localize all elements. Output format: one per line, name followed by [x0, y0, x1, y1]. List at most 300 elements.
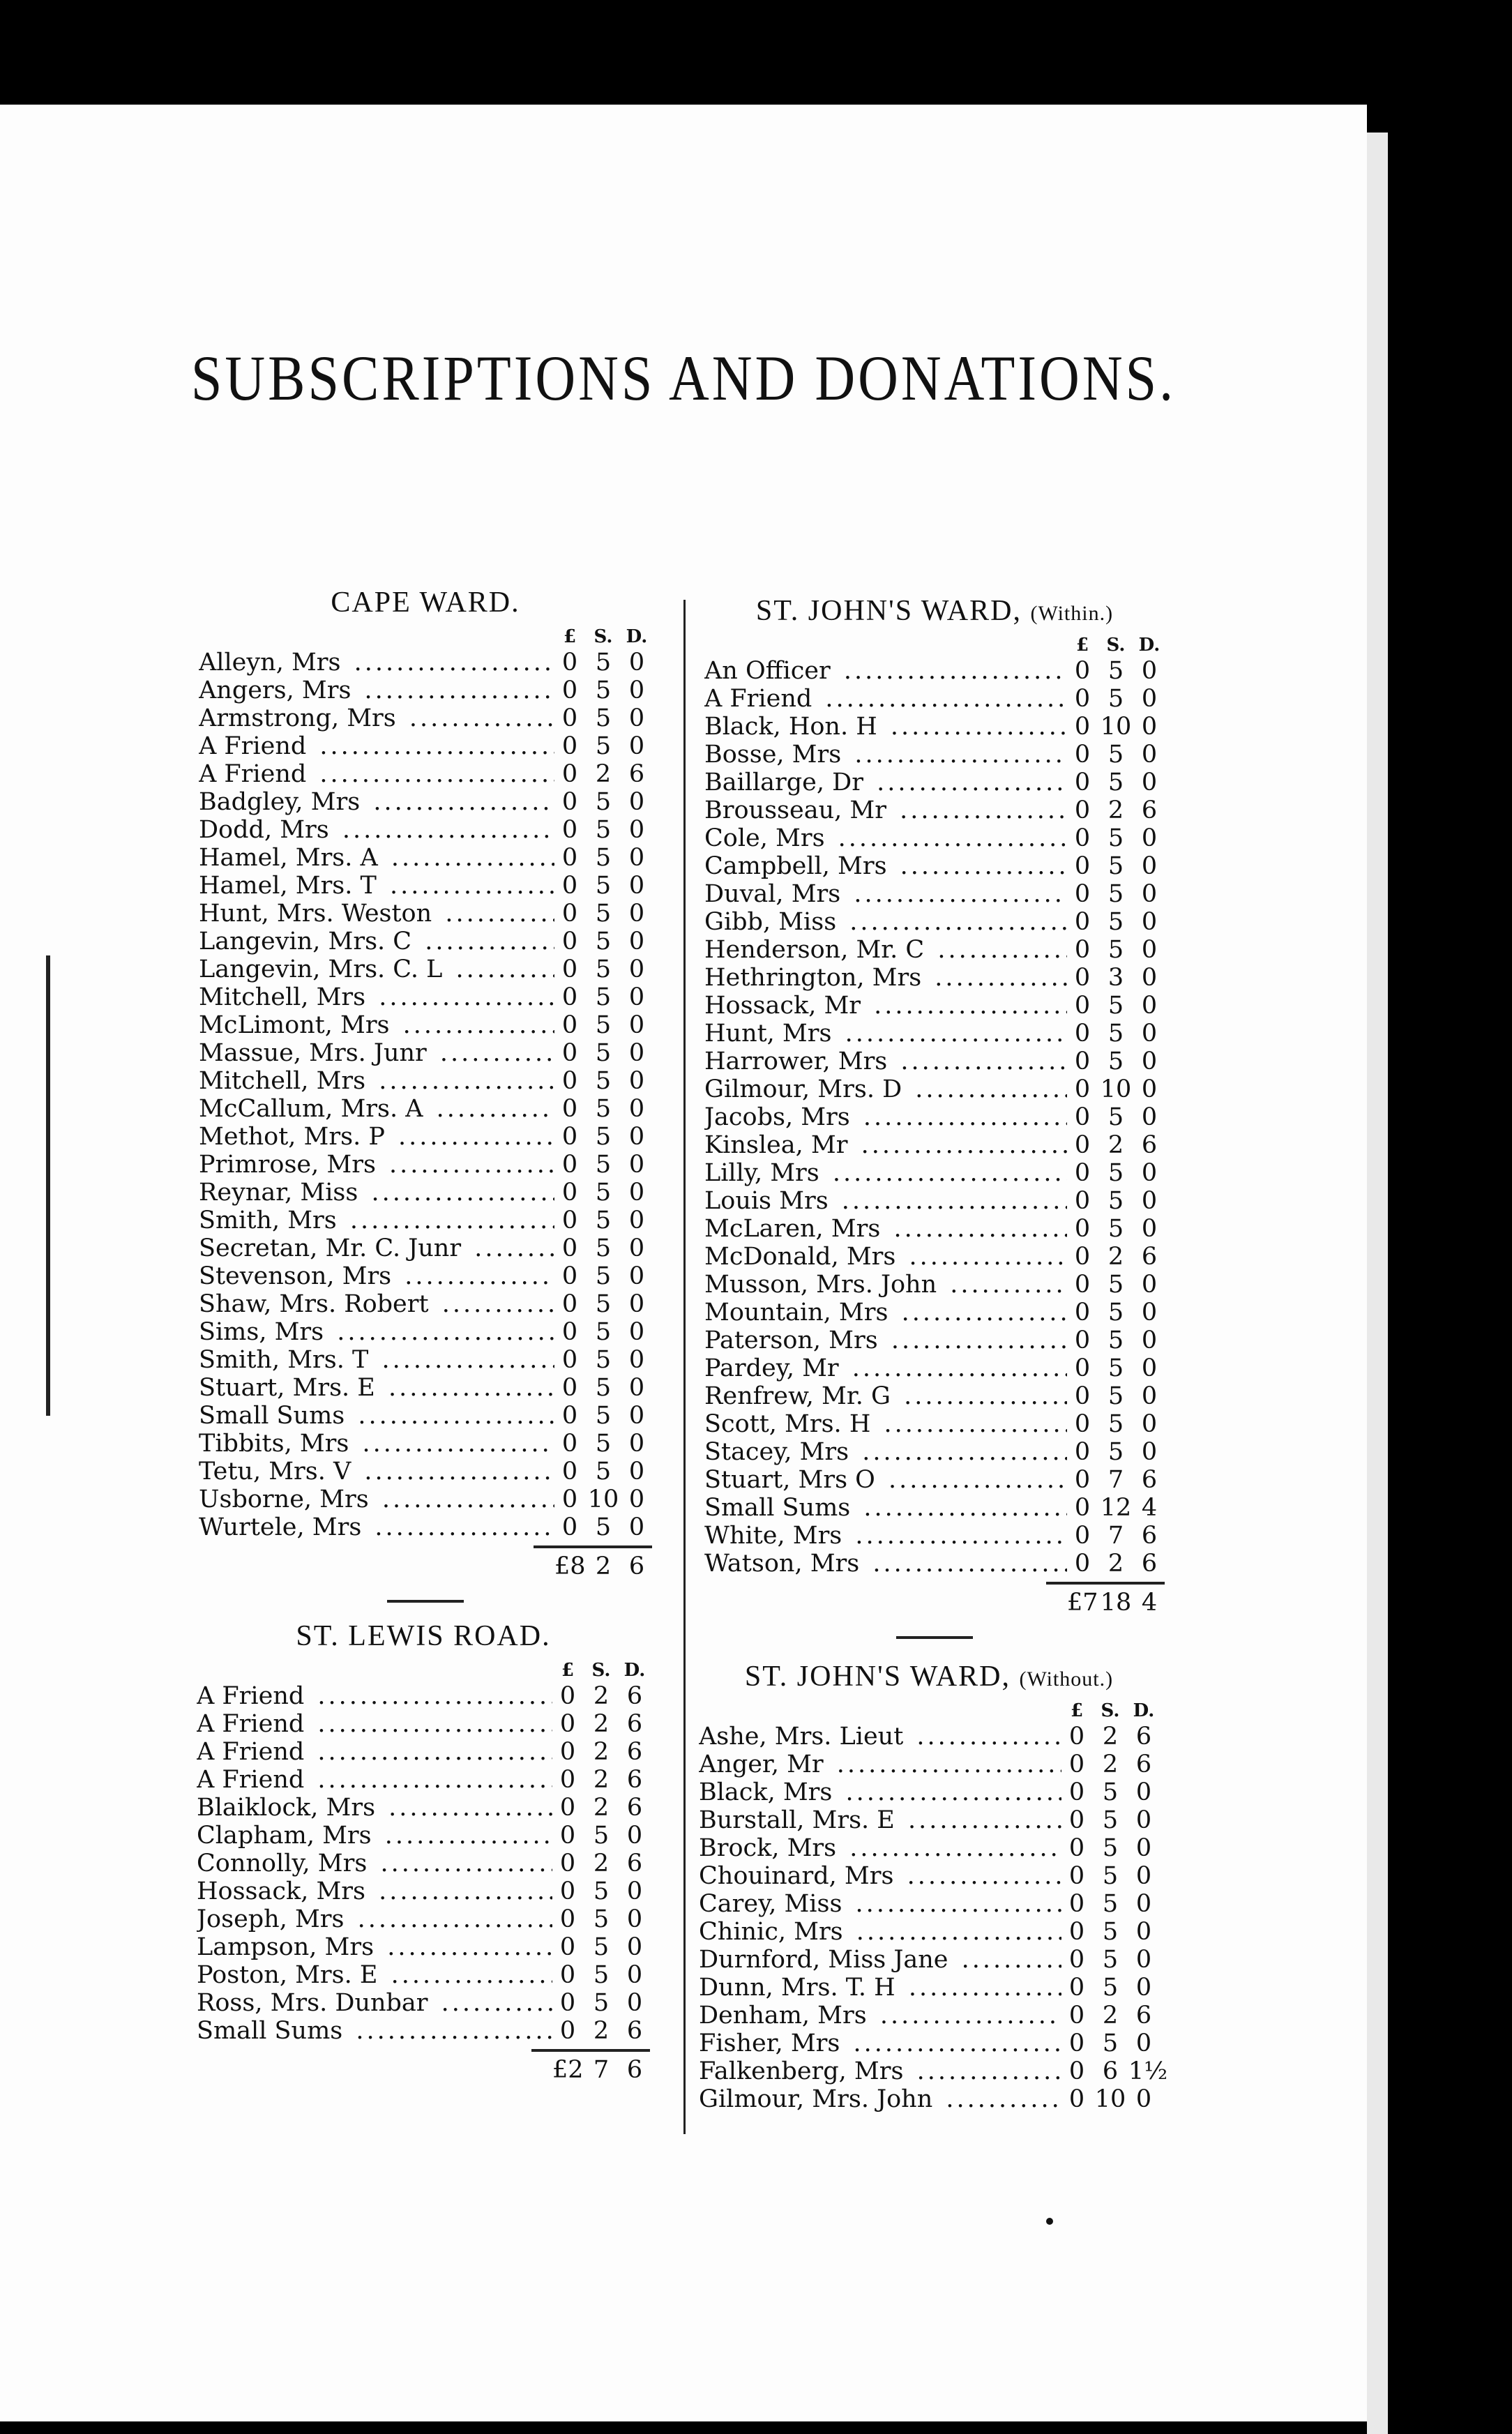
amount-pence: 0 — [628, 928, 645, 955]
section-st-johns-ward-within — [704, 594, 1165, 1667]
total-pounds: £8 — [554, 1552, 586, 1580]
subscriber-name-text: Hethrington, Mrs — [704, 964, 924, 992]
amount-shillings: 5 — [1107, 880, 1124, 908]
header-shillings: S. — [1106, 635, 1126, 656]
table-row — [197, 1766, 650, 1794]
amount-pounds: 0 — [561, 1458, 578, 1486]
header-pence: D. — [1133, 1700, 1155, 1721]
amount-pence: 6 — [626, 1682, 643, 1710]
amount-shillings: 5 — [595, 1123, 612, 1151]
amount-pounds: 0 — [1074, 824, 1091, 852]
subscriber-name — [704, 1550, 1067, 1578]
amount-shillings: 5 — [595, 872, 612, 900]
header-pounds: £ — [563, 626, 577, 647]
subscriber-name — [704, 908, 1067, 936]
amount-shillings: 2 — [593, 2017, 610, 2045]
subscriber-name-text: Baillarge, Dr — [704, 769, 866, 796]
table-row — [704, 1103, 1165, 1131]
subscriber-name-text: Clapham, Mrs — [197, 1822, 375, 1850]
amount-pounds: 0 — [1074, 1271, 1091, 1299]
subscriber-name-text: Connolly, Mrs — [197, 1850, 370, 1877]
amount-shillings: 5 — [1107, 908, 1124, 936]
amount-pence: 6 — [1135, 2002, 1152, 2029]
subscriber-name-text: A Friend — [199, 760, 309, 788]
amount-shillings: 2 — [1107, 1131, 1124, 1159]
table-row — [197, 1794, 650, 1822]
table-row — [699, 1974, 1159, 2002]
section-total — [197, 2056, 650, 2084]
amount-pence: 0 — [628, 844, 645, 872]
amount-pounds: 0 — [561, 1513, 578, 1541]
subscriber-name-text: A Friend — [197, 1766, 307, 1794]
amount-pounds: 0 — [1074, 741, 1091, 769]
subscriber-name-text: McCallum, Mrs. A — [199, 1095, 426, 1123]
amount-pounds: 0 — [559, 1961, 576, 1989]
table-row — [704, 1187, 1165, 1215]
amount-shillings: 5 — [595, 732, 612, 760]
table-row — [199, 676, 652, 704]
amount-shillings: 5 — [1107, 992, 1124, 1020]
table-row — [699, 2002, 1159, 2029]
table-row — [197, 2017, 650, 2045]
amount-pounds: 0 — [1068, 1834, 1085, 1862]
table-row — [704, 1159, 1165, 1187]
subscriber-name — [199, 1458, 554, 1486]
amount-pounds: 0 — [1074, 852, 1091, 880]
subscriber-name — [704, 1382, 1067, 1410]
amount-pounds: 0 — [559, 1682, 576, 1710]
amount-pence: 0 — [1141, 964, 1158, 992]
section-total — [199, 1552, 652, 1580]
amount-pence: 6 — [626, 1850, 643, 1877]
subscriber-name — [199, 1095, 554, 1123]
subscriber-name — [199, 732, 554, 760]
amount-pounds: 0 — [1074, 936, 1091, 964]
table-row — [197, 1710, 650, 1738]
subscriber-name — [199, 1207, 554, 1234]
subscriber-name — [704, 1354, 1067, 1382]
total-shillings: 7 — [593, 2056, 610, 2084]
subscriber-name-text: Angers, Mrs — [199, 676, 354, 704]
amount-pounds: 0 — [561, 704, 578, 732]
amount-pounds: 0 — [559, 2017, 576, 2045]
amount-pounds: 0 — [561, 1402, 578, 1430]
table-row — [199, 816, 652, 844]
amount-pence: 6 — [626, 2017, 643, 2045]
subscriber-name — [704, 1271, 1067, 1299]
amount-shillings: 5 — [1102, 1974, 1119, 2002]
table-row — [199, 844, 652, 872]
subscriber-name-text: Musson, Mrs. John — [704, 1271, 939, 1299]
amount-pounds: 0 — [1068, 2057, 1085, 2085]
amount-pence: 0 — [628, 1486, 645, 1513]
amount-shillings: 12 — [1100, 1494, 1132, 1522]
amount-shillings: 5 — [595, 1458, 612, 1486]
subscriber-name — [197, 1738, 552, 1766]
amount-pence: 4 — [1141, 1494, 1158, 1522]
amount-pounds: 0 — [559, 1710, 576, 1738]
subscriber-name — [704, 1326, 1067, 1354]
subscriber-name — [197, 1766, 552, 1794]
section-title-qualifier: (Without.) — [1019, 1668, 1114, 1691]
subscriber-name-text: McLaren, Mrs — [704, 1215, 883, 1243]
amount-pounds: 0 — [1068, 1723, 1085, 1751]
amount-pence: 0 — [1141, 685, 1158, 713]
amount-pence: 0 — [1141, 1103, 1158, 1131]
subscriber-name-text: Lampson, Mrs — [197, 1933, 377, 1961]
amount-shillings: 10 — [1094, 2085, 1126, 2113]
amount-pounds: 0 — [559, 1766, 576, 1794]
table-row — [704, 769, 1165, 796]
amount-pence: 6 — [626, 1766, 643, 1794]
subscriber-name — [699, 2057, 1061, 2085]
header-shillings: S. — [594, 626, 613, 647]
subscriber-name-text: Langevin, Mrs. C. L — [199, 955, 445, 983]
amount-shillings: 5 — [595, 1234, 612, 1262]
table-row — [197, 1738, 650, 1766]
total-pence: 6 — [628, 1552, 645, 1580]
amount-pence: 0 — [628, 1262, 645, 1290]
table-row — [704, 1215, 1165, 1243]
subscriber-name-text: Ross, Mrs. Dunbar — [197, 1989, 431, 2017]
amount-pence: 6 — [628, 760, 645, 788]
subscriber-name-text: White, Mrs — [704, 1522, 845, 1550]
subscriber-name-text: McLimont, Mrs — [199, 1011, 393, 1039]
subscriber-name — [704, 685, 1067, 713]
subscriber-name-text: Durnford, Miss Jane — [699, 1946, 951, 1974]
table-row — [199, 704, 652, 732]
table-row — [704, 880, 1165, 908]
amount-pence: 0 — [1141, 852, 1158, 880]
subscriber-name — [704, 992, 1067, 1020]
amount-pounds: 0 — [561, 1067, 578, 1095]
subscriber-name-text: Stuart, Mrs O — [704, 1466, 878, 1494]
table-row — [199, 1207, 652, 1234]
subscriber-name — [704, 657, 1067, 685]
header-pence: D. — [626, 626, 648, 647]
amount-shillings: 5 — [595, 1179, 612, 1207]
amount-shillings: 5 — [593, 1822, 610, 1850]
amount-pounds: 0 — [561, 983, 578, 1011]
table-row — [199, 760, 652, 788]
subscriber-name — [704, 1299, 1067, 1326]
subscriber-name — [704, 1466, 1067, 1494]
table-row — [704, 1550, 1165, 1578]
table-row — [704, 1522, 1165, 1550]
column-header — [197, 1658, 650, 1682]
amount-shillings: 5 — [1107, 852, 1124, 880]
subscriber-name — [699, 1751, 1061, 1778]
table-row — [704, 1048, 1165, 1075]
subscriber-name-text: Burstall, Mrs. E — [699, 1806, 898, 1834]
subscriber-name-text: A Friend — [704, 685, 815, 713]
subscriber-name-text: An Officer — [704, 657, 833, 685]
amount-pence: 0 — [628, 1346, 645, 1374]
amount-shillings: 2 — [1107, 1243, 1124, 1271]
subscriber-name-text: Small Sums — [197, 2017, 345, 2045]
subscriber-name-text: Hunt, Mrs. Weston — [199, 900, 434, 928]
subscriber-name-text: Black, Mrs — [699, 1778, 835, 1806]
amount-shillings: 5 — [1102, 1890, 1119, 1918]
amount-shillings: 5 — [1107, 1215, 1124, 1243]
amount-shillings: 5 — [1107, 1103, 1124, 1131]
table-row — [199, 1011, 652, 1039]
amount-shillings: 5 — [595, 1318, 612, 1346]
amount-shillings: 5 — [595, 1402, 612, 1430]
amount-pence: 0 — [1141, 1271, 1158, 1299]
subscriber-name — [704, 852, 1067, 880]
amount-pounds: 0 — [559, 1738, 576, 1766]
table-row — [199, 900, 652, 928]
column-divider — [683, 600, 686, 2134]
amount-shillings: 2 — [1107, 796, 1124, 824]
amount-shillings: 2 — [593, 1682, 610, 1710]
subscriber-name — [197, 1682, 552, 1710]
table-row — [199, 1346, 652, 1374]
amount-pence: 0 — [628, 1402, 645, 1430]
subscriber-name-text: Small Sums — [704, 1494, 853, 1522]
subscriber-name — [199, 928, 554, 955]
amount-pounds: 0 — [559, 1822, 576, 1850]
amount-pounds: 0 — [1074, 908, 1091, 936]
amount-shillings: 5 — [1107, 1271, 1124, 1299]
amount-pounds: 0 — [561, 955, 578, 983]
amount-pounds: 0 — [559, 1877, 576, 1905]
amount-shillings: 5 — [1107, 1187, 1124, 1215]
subscriber-name-text: Usborne, Mrs — [199, 1486, 372, 1513]
amount-pounds: 0 — [561, 1290, 578, 1318]
subscriber-name — [699, 1778, 1061, 1806]
amount-pence: 0 — [628, 1067, 645, 1095]
subscriber-name — [197, 1850, 552, 1877]
amount-shillings: 5 — [593, 1905, 610, 1933]
amount-shillings: 5 — [595, 676, 612, 704]
table-row — [199, 788, 652, 816]
table-row — [199, 1513, 652, 1541]
table-row — [197, 1905, 650, 1933]
amount-shillings: 5 — [593, 1933, 610, 1961]
amount-shillings: 5 — [1107, 824, 1124, 852]
total-pounds: £2 — [552, 2056, 584, 2084]
table-row — [699, 1834, 1159, 1862]
amount-pounds: 0 — [561, 760, 578, 788]
amount-pounds: 0 — [1074, 1075, 1091, 1103]
amount-shillings: 5 — [593, 1961, 610, 1989]
table-row — [197, 1933, 650, 1961]
subscriber-name-text: Smith, Mrs — [199, 1207, 340, 1234]
subscriber-name-text: Massue, Mrs. Junr — [199, 1039, 430, 1067]
amount-pounds: 0 — [1068, 2085, 1085, 2113]
amount-shillings: 2 — [1102, 2002, 1119, 2029]
section-title — [699, 1660, 1159, 1699]
amount-pence: 0 — [1141, 1075, 1158, 1103]
table-row — [704, 1466, 1165, 1494]
total-shillings: 2 — [595, 1552, 612, 1580]
table-row — [704, 1243, 1165, 1271]
subscriber-name-text: Mountain, Mrs — [704, 1299, 891, 1326]
subscriber-name-text: A Friend — [197, 1738, 307, 1766]
amount-pence: 0 — [628, 1458, 645, 1486]
amount-pounds: 0 — [561, 1179, 578, 1207]
subscriber-name — [199, 1262, 554, 1290]
subscriber-name — [199, 816, 554, 844]
amount-pence: 0 — [628, 872, 645, 900]
amount-pence: 0 — [1141, 880, 1158, 908]
amount-pounds: 0 — [561, 928, 578, 955]
table-row — [199, 983, 652, 1011]
amount-pence: 0 — [628, 788, 645, 816]
amount-pence: 6 — [626, 1794, 643, 1822]
amount-shillings: 10 — [1100, 713, 1132, 741]
subscriber-name — [199, 1151, 554, 1179]
amount-shillings: 5 — [595, 788, 612, 816]
subscriber-name-text: Tibbits, Mrs — [199, 1430, 351, 1458]
subscriber-name — [199, 955, 554, 983]
amount-pence: 0 — [626, 1822, 643, 1850]
table-row — [199, 1402, 652, 1430]
section-title — [199, 586, 652, 625]
table-row — [199, 1374, 652, 1402]
amount-pence: 0 — [1135, 1946, 1152, 1974]
ink-dot — [1046, 2218, 1053, 2225]
amount-pence: 0 — [628, 704, 645, 732]
subscriber-name-text: Stacey, Mrs — [704, 1438, 852, 1466]
subscriber-name-text: Gilmour, Mrs. D — [704, 1075, 905, 1103]
subscriber-name-text: Hamel, Mrs. T — [199, 872, 379, 900]
amount-pence: 0 — [1135, 2085, 1152, 2113]
section-title — [197, 1619, 650, 1658]
table-row — [704, 908, 1165, 936]
subscriber-name-text: Gibb, Miss — [704, 908, 839, 936]
amount-pence: 0 — [1141, 1326, 1158, 1354]
subscriber-name — [704, 1075, 1067, 1103]
amount-pence: 0 — [1141, 1382, 1158, 1410]
amount-pounds: 0 — [1074, 1020, 1091, 1048]
amount-pounds: 0 — [1074, 992, 1091, 1020]
subscriber-name — [199, 983, 554, 1011]
amount-pence: 0 — [628, 955, 645, 983]
subscriber-name — [704, 936, 1067, 964]
amount-pounds: 0 — [559, 1905, 576, 1933]
subscriber-name-text: Hamel, Mrs. A — [199, 844, 381, 872]
table-row — [699, 1946, 1159, 1974]
amount-shillings: 5 — [1107, 1020, 1124, 1048]
subscriber-name-text: Langevin, Mrs. C — [199, 928, 414, 955]
amount-shillings: 5 — [595, 1039, 612, 1067]
subscriber-name-text: Chouinard, Mrs — [699, 1862, 896, 1890]
subscriber-name — [699, 1862, 1061, 1890]
table-row — [699, 1778, 1159, 1806]
table-row — [704, 1326, 1165, 1354]
subscriber-name — [199, 1011, 554, 1039]
table-row — [199, 928, 652, 955]
subscriber-name — [197, 1710, 552, 1738]
header-pounds: £ — [1070, 1700, 1084, 1721]
subscriber-name-text: Tetu, Mrs. V — [199, 1458, 354, 1486]
amount-pounds: 0 — [1068, 1751, 1085, 1778]
amount-pence: 0 — [628, 1207, 645, 1234]
table-row — [199, 1151, 652, 1179]
amount-pence: 0 — [628, 1123, 645, 1151]
subscriber-name-text: Blaiklock, Mrs — [197, 1794, 378, 1822]
amount-shillings: 7 — [1107, 1466, 1124, 1494]
subscriber-name-text: Joseph, Mrs — [197, 1905, 347, 1933]
table-row — [704, 964, 1165, 992]
subscriber-name — [704, 1103, 1067, 1131]
subscriber-name — [699, 1723, 1061, 1751]
amount-shillings: 5 — [1107, 769, 1124, 796]
amount-pounds: 0 — [1068, 2002, 1085, 2029]
subscriber-name-text: Black, Hon. H — [704, 713, 880, 741]
amount-pence: 0 — [628, 1039, 645, 1067]
amount-pence: 6 — [1141, 1243, 1158, 1271]
amount-shillings: 5 — [595, 1346, 612, 1374]
amount-pounds: 0 — [1074, 796, 1091, 824]
table-row — [199, 1067, 652, 1095]
amount-pounds: 0 — [561, 676, 578, 704]
subscriber-name — [699, 1974, 1061, 2002]
amount-pounds: 0 — [561, 844, 578, 872]
subscriber-name-text: Shaw, Mrs. Robert — [199, 1290, 432, 1318]
amount-pounds: 0 — [1068, 2029, 1085, 2057]
amount-pence: 0 — [628, 1095, 645, 1123]
subscriber-name — [704, 1494, 1067, 1522]
amount-pounds: 0 — [561, 1151, 578, 1179]
amount-shillings: 5 — [1107, 657, 1124, 685]
subscriber-name-text: Falkenberg, Mrs — [699, 2057, 906, 2085]
subscriber-name — [704, 796, 1067, 824]
table-row — [197, 1682, 650, 1710]
amount-shillings: 5 — [1102, 1862, 1119, 1890]
subscriber-name-text: Jacobs, Mrs — [704, 1103, 853, 1131]
subscriber-name — [199, 1513, 554, 1541]
amount-pounds: 0 — [1074, 1550, 1091, 1578]
amount-pounds: 0 — [561, 1011, 578, 1039]
section-total — [704, 1589, 1165, 1617]
table-row — [699, 2029, 1159, 2057]
amount-shillings: 5 — [595, 1151, 612, 1179]
subscriber-name — [699, 1806, 1061, 1834]
table-row — [699, 1806, 1159, 1834]
subscriber-name-text: Kinslea, Mr — [704, 1131, 850, 1159]
column-header — [199, 625, 652, 649]
amount-pounds: 0 — [561, 1039, 578, 1067]
subscriber-name — [704, 713, 1067, 741]
amount-shillings: 5 — [593, 1877, 610, 1905]
subscriber-name — [699, 1918, 1061, 1946]
subscriber-name — [199, 704, 554, 732]
amount-pence: 0 — [628, 1179, 645, 1207]
total-rule — [534, 1545, 652, 1548]
amount-pounds: 0 — [561, 732, 578, 760]
section-title-text: ST. LEWIS ROAD. — [296, 1620, 551, 1652]
table-row — [699, 1723, 1159, 1751]
amount-shillings: 5 — [595, 1290, 612, 1318]
amount-pounds: 0 — [1074, 1215, 1091, 1243]
amount-shillings: 2 — [1102, 1723, 1119, 1751]
table-row — [704, 1494, 1165, 1522]
subscriber-name — [699, 2085, 1061, 2113]
amount-pounds: 0 — [1068, 1890, 1085, 1918]
amount-pounds: 0 — [561, 1374, 578, 1402]
amount-pence: 0 — [1141, 1354, 1158, 1382]
amount-shillings: 5 — [595, 704, 612, 732]
amount-pounds: 0 — [559, 1933, 576, 1961]
table-row — [199, 872, 652, 900]
table-row — [704, 1354, 1165, 1382]
subscriber-name-text: Scott, Mrs. H — [704, 1410, 873, 1438]
amount-shillings: 5 — [595, 1430, 612, 1458]
